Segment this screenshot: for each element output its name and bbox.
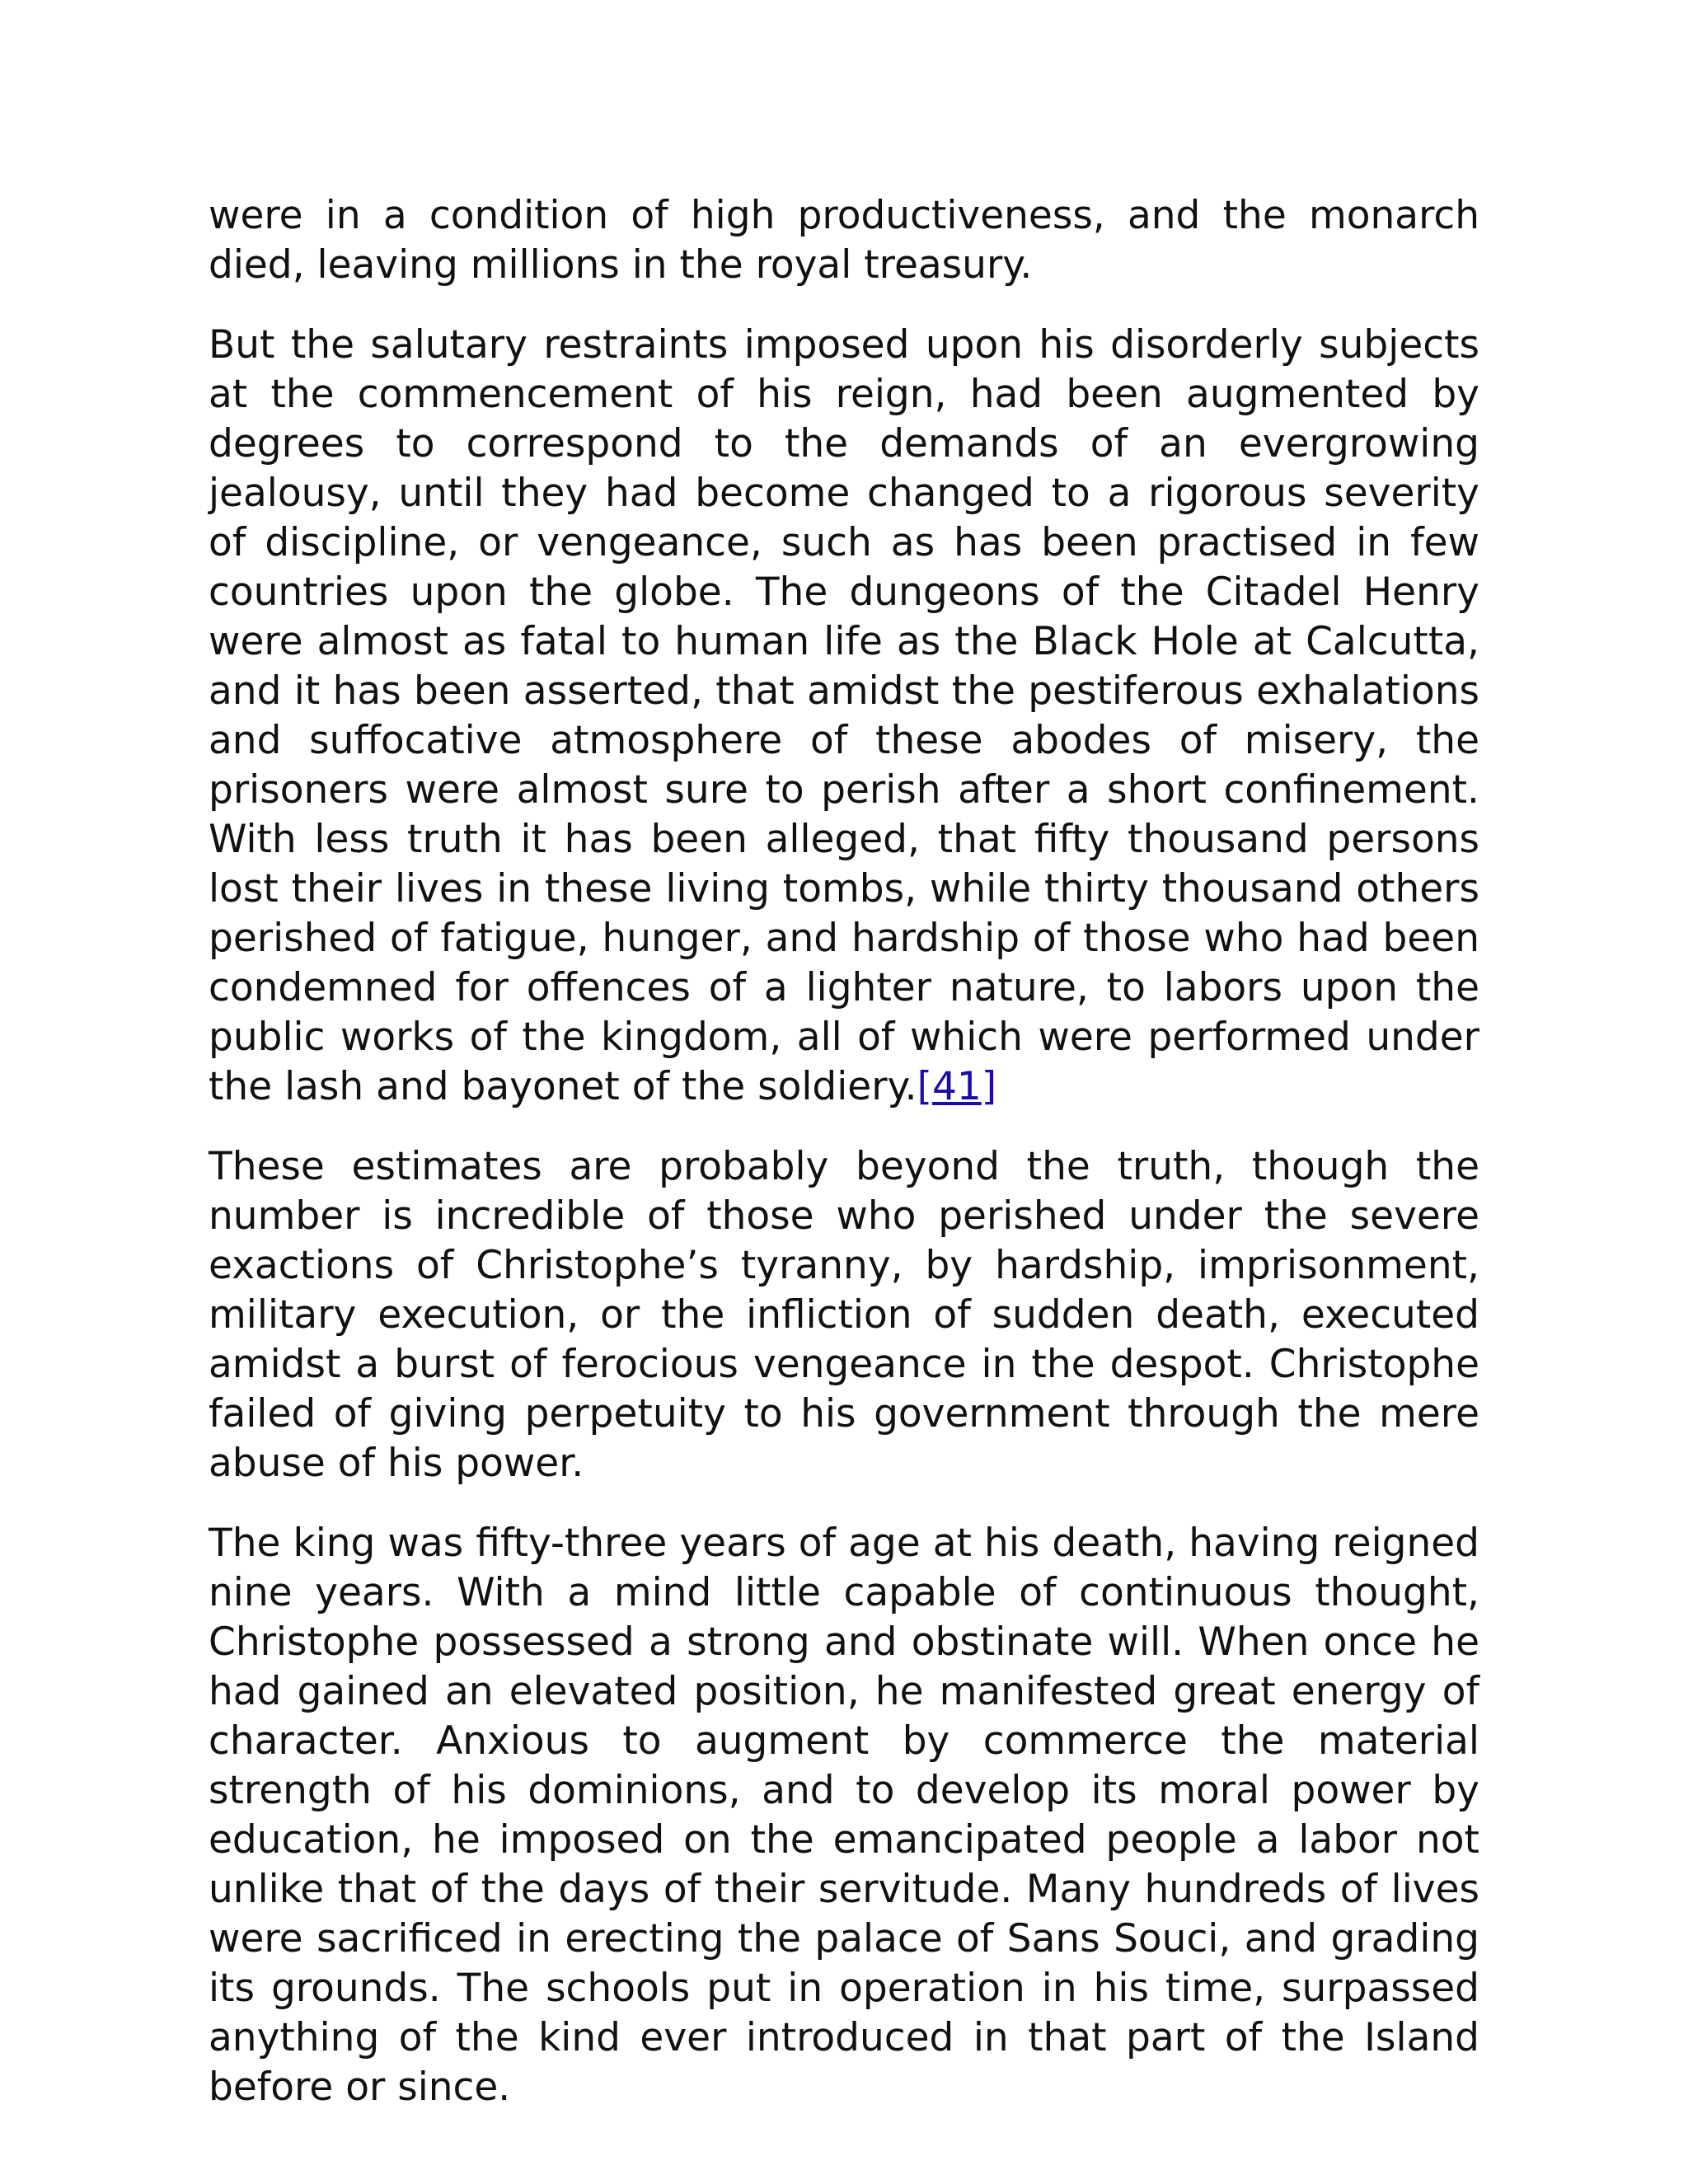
paragraph-4: The king was fifty-three years of age at his death, having reigned nine years. With a mind little capable of continuous thought, Christophe possessed a strong and obstinate will. When once he had gained an elevated position, he manifested great energy of character. Anxious to augment by commerce the material strength of his dominions, and to develop its moral power by education, he imposed on the emancipated people a labor not unlike that of the days of their servitude. Many hundreds of lives were sacrificed in erecting the palace of Sans Souci, and grading its grounds. The schools put in operation in his time, surpassed anything of the kind ever introduced in that part of the Island before or since.: [209, 1521, 1479, 2110]
document-page: [209, 191, 1479, 2143]
paragraph-3: These estimates are probably beyond the truth, though the number is incredible of those who perished under the severe exactions of Christophe’s tyranny, by hardship, imprisonment, military execution, or the infliction of sudden death, executed amidst a burst of ferocious vengeance in the despot. Christophe failed of giving perpetuity to his government through the mere abuse of his power.: [209, 1144, 1479, 1486]
footnote-number: 41: [931, 1064, 982, 1109]
paragraph-2: [209, 321, 1479, 1112]
footnote-open-bracket: [: [917, 1064, 932, 1109]
paragraph-2-text: But the salutary restraints imposed upon his disorderly subjects at the commencement of his reign, had been augmented by degrees to correspond to the demands of an evergrowing jealousy, until they had become changed to a rigorous severity of discipline, or vengeance, such as has been practised in few countries upon the globe. The dungeons of the Citadel Henry were almost as fatal to human life as the Black Hole at Calcutta, and it has been asserted, that amidst the pestiferous exhalations and suffocative atmosphere of these abodes of misery, the prisoners were almost sure to perish after a short confinement. With less truth it has been alleged, that fifty thousand persons lost their lives in these living tombs, while thirty thousand others perished of fatigue, hunger, and hardship of those who had been condemned for offences of a lighter nature, to labors upon the public works of the kingdom, all of which were performed under the lash and bayonet of the soldiery.: [209, 322, 1479, 1109]
footnote-close-bracket: ]: [981, 1064, 997, 1109]
paragraph-1: were in a condition of high productiveness, and the monarch died, leaving millions in the royal treasury.: [209, 193, 1479, 288]
footnote-link-41[interactable]: [917, 1064, 997, 1109]
